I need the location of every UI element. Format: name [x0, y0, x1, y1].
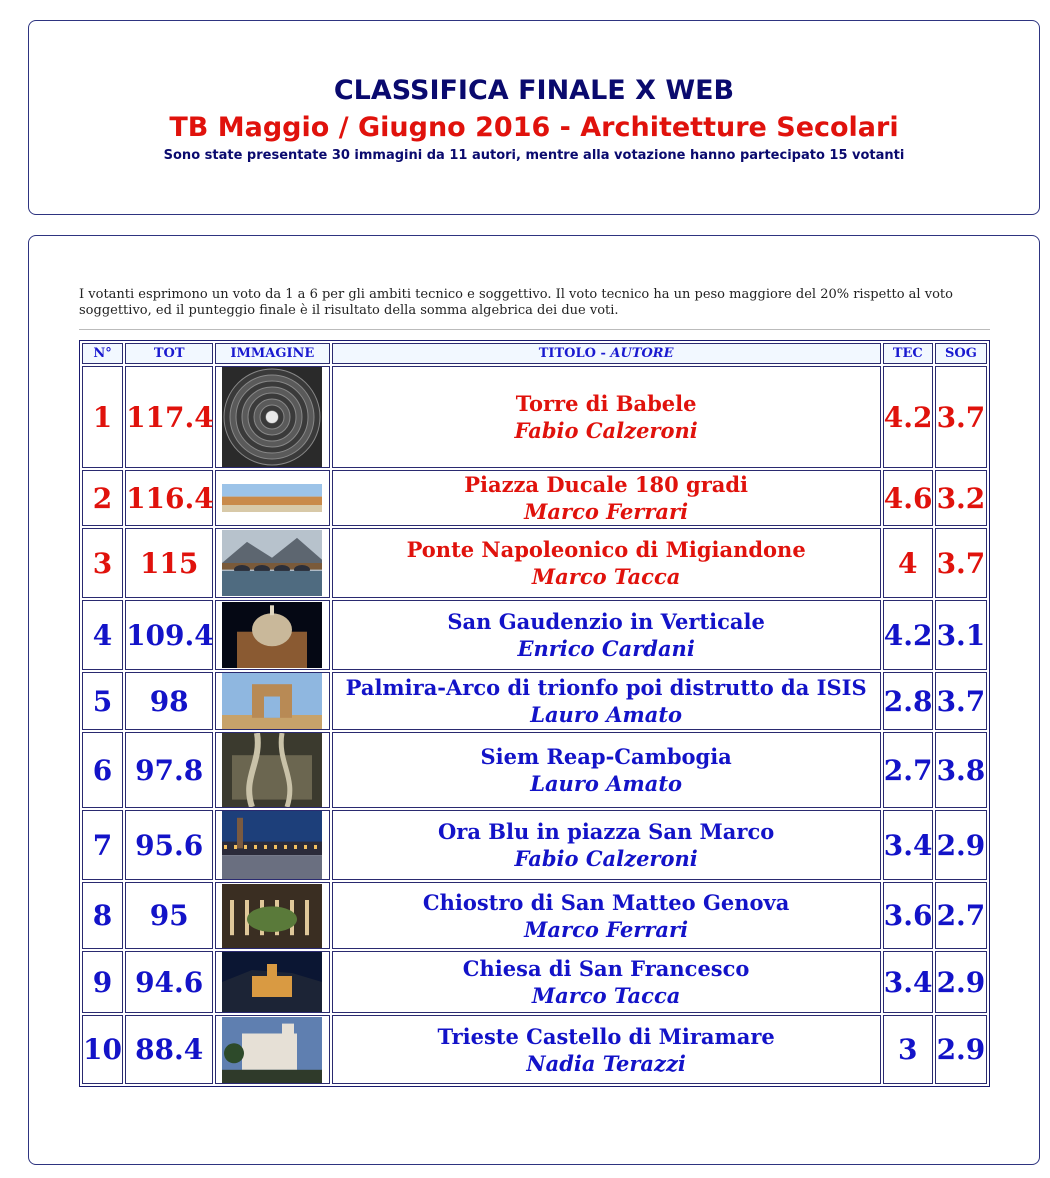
table-row	[82, 1015, 987, 1084]
subjective-score: 3.8	[935, 732, 987, 808]
rank-position: 7	[82, 810, 123, 880]
col-header-author: AUTORE	[610, 346, 674, 361]
subjective-score: 2.9	[935, 1015, 987, 1084]
photo-author: Lauro Amato	[530, 771, 683, 796]
table-row	[82, 366, 987, 468]
technical-score: 3	[883, 1015, 933, 1084]
table-header-row	[82, 343, 987, 364]
photo-author: Marco Ferrari	[524, 499, 689, 524]
photo-thumbnail[interactable]	[215, 528, 329, 598]
total-score: 97.8	[125, 732, 213, 808]
header-panel	[28, 20, 1040, 215]
title-author-cell	[332, 882, 881, 949]
title-author-cell	[332, 1015, 881, 1084]
photo-title: Chiesa di San Francesco	[462, 956, 750, 981]
thumbnail-image[interactable]	[222, 484, 322, 512]
total-score: 98	[125, 672, 213, 730]
subjective-score: 3.7	[935, 366, 987, 468]
photo-author: Nadia Terazzi	[526, 1050, 686, 1076]
total-score: 115	[125, 528, 213, 598]
photo-title: Siem Reap-Cambogia	[480, 744, 732, 769]
subjective-score: 3.1	[935, 600, 987, 670]
technical-score: 4.2	[883, 600, 933, 670]
total-score: 95	[125, 882, 213, 949]
technical-score: 4.6	[883, 470, 933, 526]
photo-author: Enrico Cardani	[517, 636, 695, 661]
subjective-score: 2.7	[935, 882, 987, 949]
rank-position: 8	[82, 882, 123, 949]
col-header-title: TITOLO -	[538, 346, 611, 361]
col-header-tec: TEC	[883, 343, 933, 364]
title-author-cell	[332, 951, 881, 1013]
thumbnail-image[interactable]	[222, 811, 322, 879]
subjective-score: 3.7	[935, 672, 987, 730]
col-header-image: IMMAGINE	[215, 343, 329, 364]
table-row	[82, 470, 987, 526]
thumbnail-image[interactable]	[222, 884, 322, 948]
photo-thumbnail[interactable]	[215, 600, 329, 670]
title-author-cell	[332, 528, 881, 598]
photo-title: Trieste Castello di Miramare	[437, 1023, 775, 1049]
total-score: 95.6	[125, 810, 213, 880]
technical-score: 2.7	[883, 732, 933, 808]
col-header-number: N°	[82, 343, 123, 364]
technical-score: 4.2	[883, 366, 933, 468]
photo-author: Marco Ferrari	[524, 916, 689, 942]
voting-rules-text: I votanti esprimono un voto da 1 a 6 per gli ambiti tecnico e soggettivo. Il voto tecnico ha un peso maggiore del 20% rispetto al voto soggettivo, ed il punteggio finale è il risultato della somma algebrica dei due voti.	[79, 287, 953, 318]
table-row	[82, 810, 987, 880]
total-score: 117.4	[125, 366, 213, 468]
rank-position: 10	[82, 1015, 123, 1084]
total-score: 116.4	[125, 470, 213, 526]
photo-title: Ora Blu in piazza San Marco	[438, 819, 775, 844]
photo-title: Ponte Napoleonico di Migiandone	[406, 537, 806, 562]
title-author-cell	[332, 470, 881, 526]
thumbnail-image[interactable]	[222, 602, 322, 668]
rank-position: 5	[82, 672, 123, 730]
thumbnail-image[interactable]	[222, 733, 322, 807]
thumbnail-image[interactable]	[222, 530, 322, 596]
contest-info: Sono state presentate 30 immagini da 11 autori, mentre alla votazione hanno partecipato 15 votanti	[163, 148, 905, 163]
photo-thumbnail[interactable]	[215, 366, 329, 468]
photo-title: Torre di Babele	[515, 391, 697, 416]
rank-position: 4	[82, 600, 123, 670]
technical-score: 3.6	[883, 882, 933, 949]
subjective-score: 2.9	[935, 810, 987, 880]
table-row	[82, 528, 987, 598]
total-score: 94.6	[125, 951, 213, 1013]
subjective-score: 3.2	[935, 470, 987, 526]
photo-author: Fabio Calzeroni	[514, 846, 698, 871]
photo-thumbnail[interactable]	[215, 951, 329, 1013]
page-subtitle: TB Maggio / Giugno 2016 - Architetture Secolari	[169, 112, 899, 143]
photo-title: San Gaudenzio in Verticale	[447, 609, 765, 634]
thumbnail-image[interactable]	[222, 367, 322, 467]
thumbnail-image[interactable]	[222, 673, 322, 729]
photo-title: Palmira-Arco di trionfo poi distrutto da ISIS	[345, 675, 867, 700]
technical-score: 4	[883, 528, 933, 598]
rank-position: 3	[82, 528, 123, 598]
thumbnail-image[interactable]	[222, 952, 322, 1012]
technical-score: 2.8	[883, 672, 933, 730]
table-row	[82, 951, 987, 1013]
photo-thumbnail[interactable]	[215, 672, 329, 730]
photo-thumbnail[interactable]	[215, 882, 329, 949]
col-header-title-author	[332, 343, 881, 364]
table-row	[82, 882, 987, 949]
ranking-panel	[28, 235, 1040, 1165]
table-row	[82, 672, 987, 730]
page-title: CLASSIFICA FINALE X WEB	[333, 75, 735, 106]
total-score: 88.4	[125, 1015, 213, 1084]
col-header-total: TOT	[125, 343, 213, 364]
photo-thumbnail[interactable]	[215, 470, 329, 526]
technical-score: 3.4	[883, 810, 933, 880]
table-row	[82, 600, 987, 670]
photo-thumbnail[interactable]	[215, 810, 329, 880]
ranking-table	[79, 340, 990, 1087]
rank-position: 2	[82, 470, 123, 526]
photo-author: Marco Tacca	[531, 564, 681, 589]
rank-position: 9	[82, 951, 123, 1013]
photo-author: Marco Tacca	[531, 983, 681, 1008]
rank-position: 6	[82, 732, 123, 808]
technical-score: 3.4	[883, 951, 933, 1013]
rank-position: 1	[82, 366, 123, 468]
subjective-score: 3.7	[935, 528, 987, 598]
title-author-cell	[332, 810, 881, 880]
photo-author: Lauro Amato	[530, 702, 683, 727]
photo-thumbnail[interactable]	[215, 1015, 329, 1084]
subjective-score: 2.9	[935, 951, 987, 1013]
thumbnail-image[interactable]	[222, 1017, 322, 1083]
title-author-cell	[332, 672, 881, 730]
photo-thumbnail[interactable]	[215, 732, 329, 808]
divider	[79, 329, 990, 330]
title-author-cell	[332, 600, 881, 670]
total-score: 109.4	[125, 600, 213, 670]
photo-title: Piazza Ducale 180 gradi	[464, 472, 749, 497]
title-author-cell	[332, 732, 881, 808]
table-row	[82, 732, 987, 808]
photo-author: Fabio Calzeroni	[514, 418, 698, 443]
photo-title: Chiostro di San Matteo Genova	[422, 889, 790, 915]
col-header-sog: SOG	[935, 343, 987, 364]
title-author-cell	[332, 366, 881, 468]
